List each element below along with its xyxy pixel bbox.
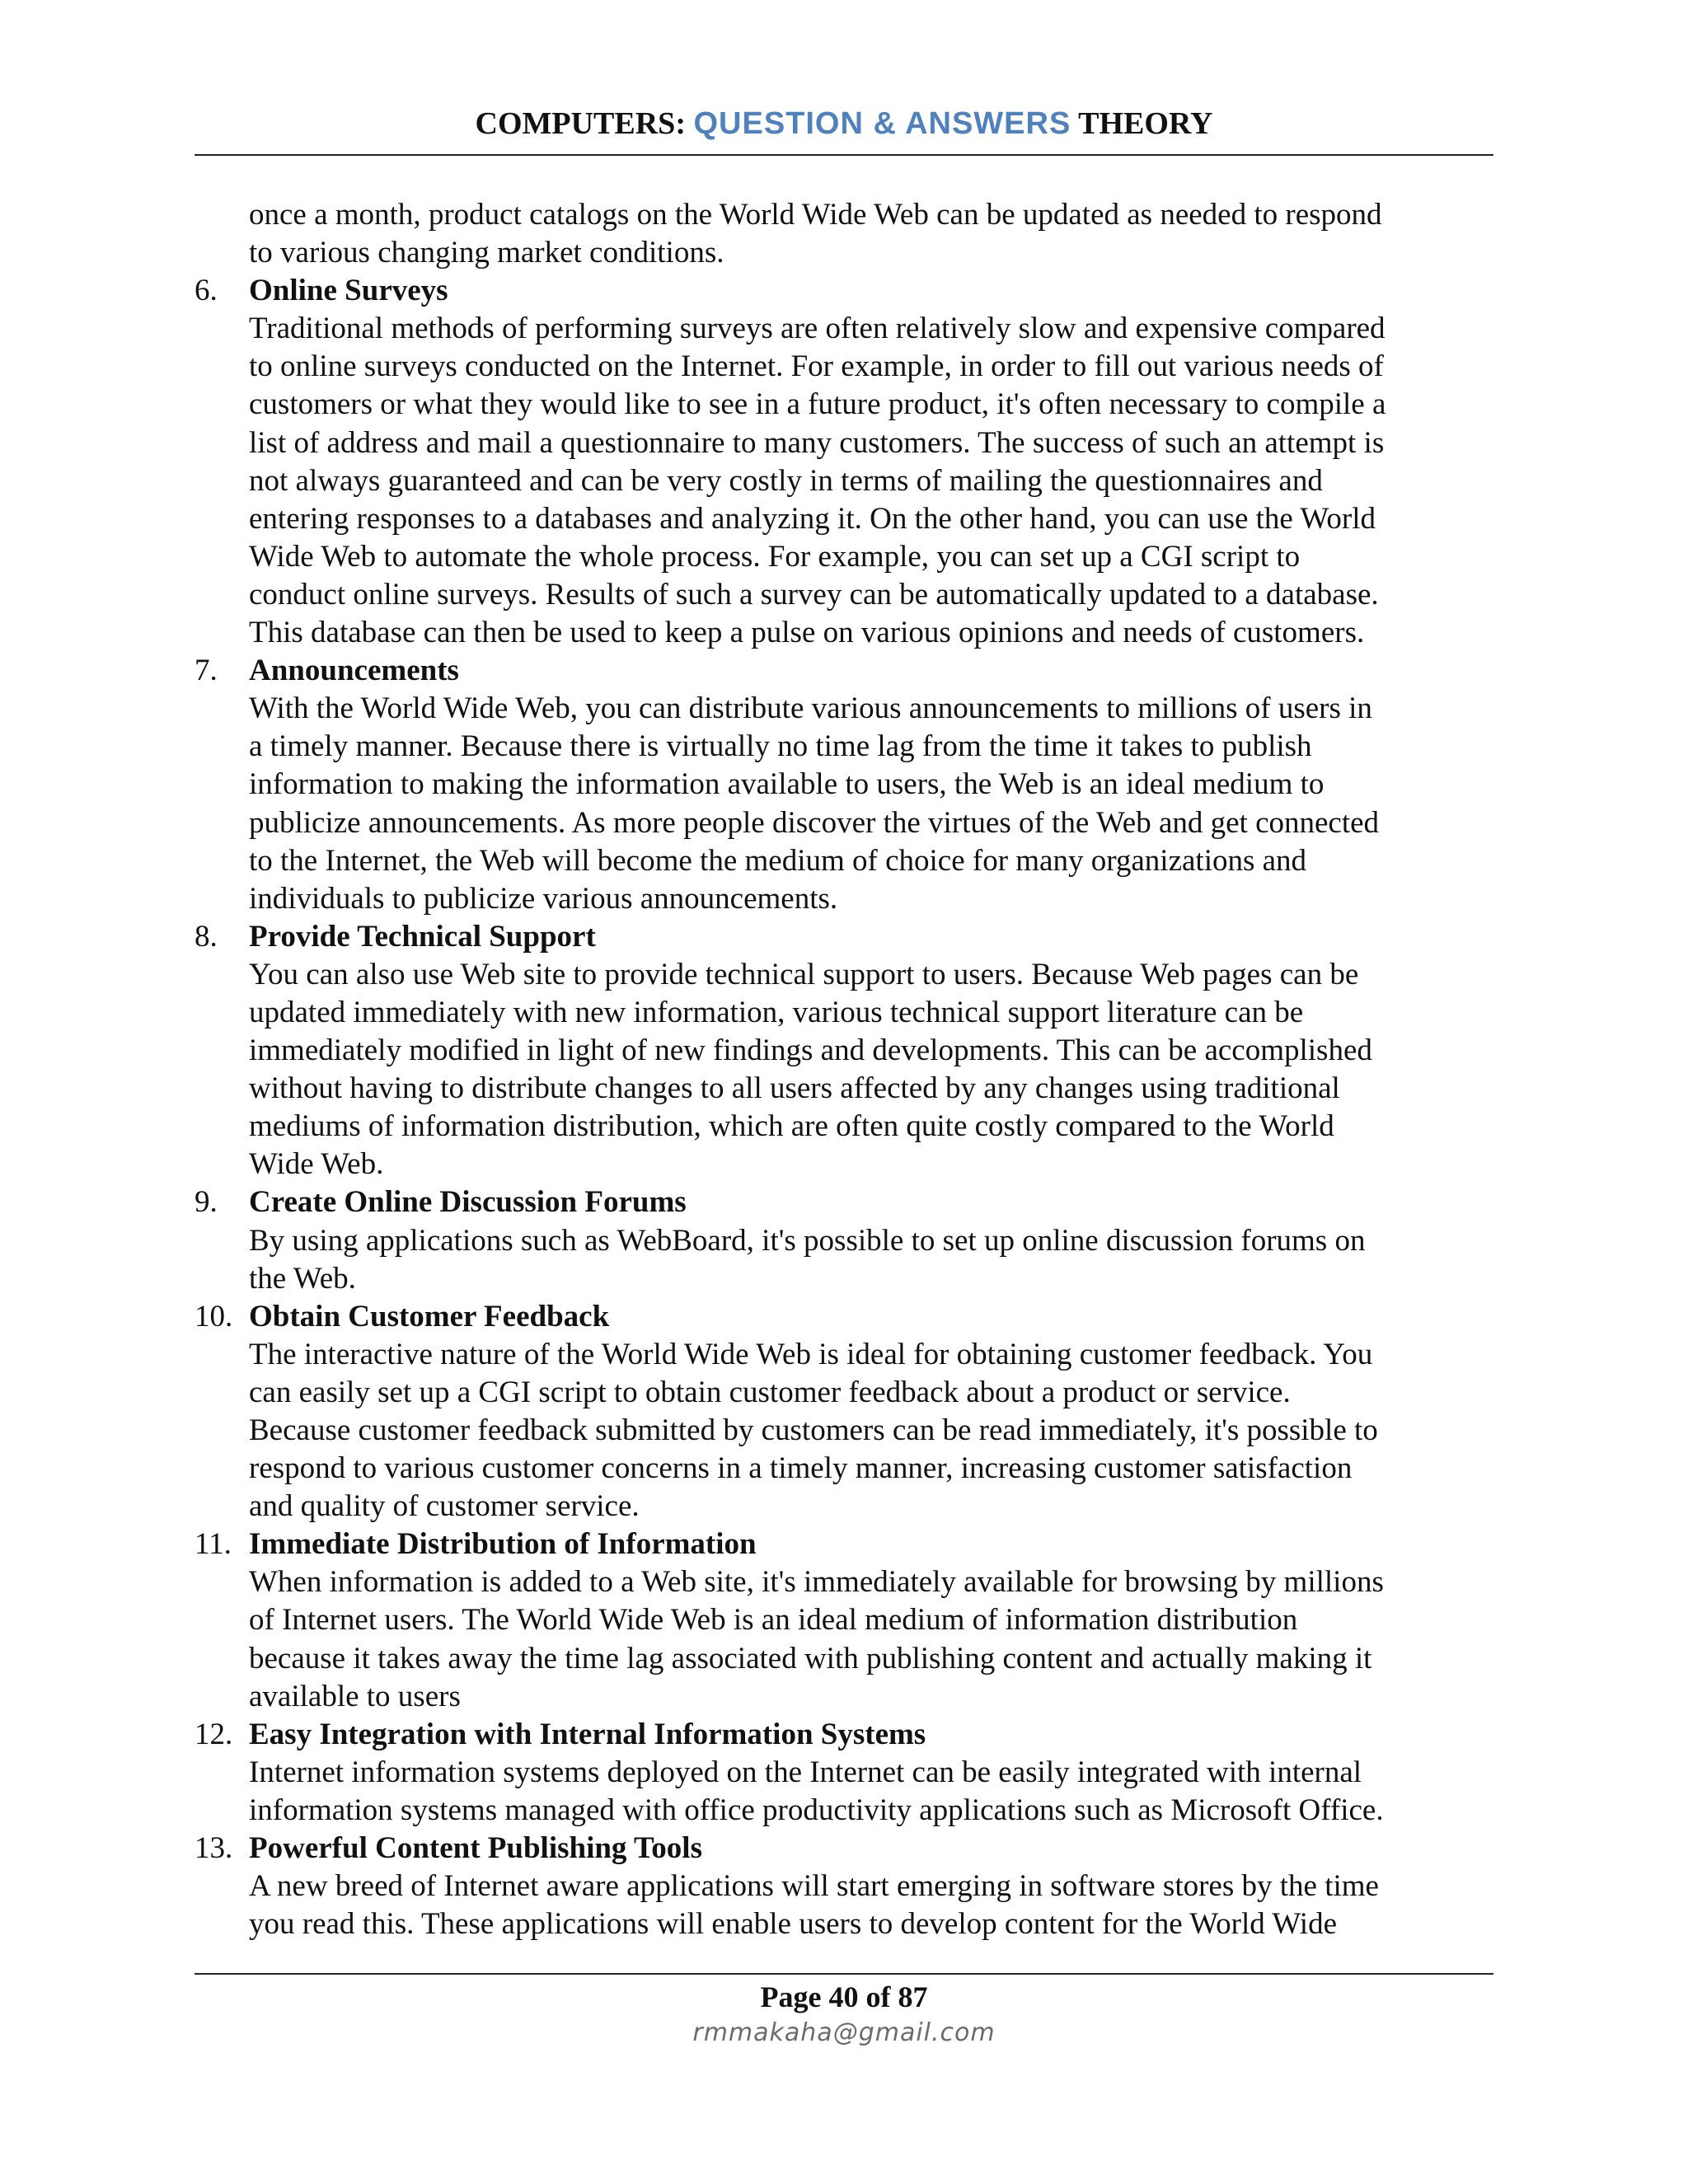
text-line: list of address and mail a questionnaire to many customers. The success of such an attempt is bbox=[249, 425, 1385, 460]
text-line: you read this. These applications will enable users to develop content for the World Wide bbox=[249, 1907, 1338, 1942]
text-line: This database can then be used to keep a pulse on various opinions and needs of customers. bbox=[249, 616, 1365, 650]
text-line: When information is added to a Web site, it's immediately available for browsing by millions bbox=[249, 1565, 1384, 1600]
numbered-list bbox=[195, 272, 1493, 1943]
text-line: once a month, product catalogs on the World Wide Web can be updated as needed to respond bbox=[249, 198, 1382, 232]
list-item-number: 7. bbox=[195, 654, 218, 688]
text-line: mediums of information distribution, which are often quite costly compared to the World bbox=[249, 1109, 1334, 1144]
text-line: You can also use Web site to provide technical support to users. Because Web pages can be bbox=[249, 957, 1359, 991]
text-line: to online surveys conducted on the Internet. For example, in order to fill out various needs of bbox=[249, 349, 1384, 384]
text-line: a timely manner. Because there is virtually no time lag from the time it takes to publish bbox=[249, 729, 1312, 764]
text-line: Because customer feedback submitted by customers can be read immediately, it's possible to bbox=[249, 1413, 1378, 1447]
list-item-number: 6. bbox=[195, 274, 218, 308]
list-item-number: 10. bbox=[195, 1299, 233, 1333]
text-line: respond to various customer concerns in a timely manner, increasing customer satisfaction bbox=[249, 1451, 1353, 1486]
header-colon: : bbox=[675, 106, 694, 141]
text-line: By using applications such as WebBoard, it's possible to set up online discussion forums on bbox=[249, 1223, 1366, 1258]
text-line: can easily set up a CGI script to obtain customer feedback about a product or service. bbox=[249, 1375, 1291, 1409]
text-line: With the World Wide Web, you can distribute various announcements to millions of users in bbox=[249, 691, 1372, 726]
text-line: because it takes away the time lag associated with publishing content and actually making it bbox=[249, 1641, 1372, 1675]
list-item bbox=[195, 1526, 1493, 1715]
list-item-number: 13. bbox=[195, 1831, 233, 1866]
text-line: entering responses to a databases and analyzing it. On the other hand, you can use the World bbox=[249, 501, 1376, 536]
text-line: Traditional methods of performing surveys are often relatively slow and expensive compared bbox=[249, 312, 1386, 346]
list-item-number: 12. bbox=[195, 1717, 233, 1751]
list-item bbox=[195, 1716, 1493, 1830]
list-item bbox=[195, 1298, 1493, 1526]
page-header bbox=[195, 99, 1493, 148]
author-email: rmmakaha@gmail.com bbox=[692, 2018, 996, 2047]
text-line: the Web. bbox=[249, 1261, 356, 1296]
text-line: customers or what they would like to see in a future product, it's often necessary to compile a bbox=[249, 387, 1386, 422]
header-accent: QUESTION & ANSWERS bbox=[693, 106, 1071, 141]
list-item-title: Easy Integration with Internal Information Systems bbox=[249, 1717, 926, 1751]
text-line: immediately modified in light of new findings and developments. This can be accomplished bbox=[249, 1033, 1372, 1068]
text-line: of Internet users. The World Wide Web is an ideal medium of information distribution bbox=[249, 1603, 1298, 1638]
header-theory: THEORY bbox=[1071, 106, 1213, 141]
text-line: updated immediately with new information, various technical support literature can be bbox=[249, 995, 1304, 1029]
list-item bbox=[195, 652, 1493, 918]
list-item-title: Powerful Content Publishing Tools bbox=[249, 1831, 702, 1866]
text-line: conduct online surveys. Results of such a survey can be automatically updated to a database. bbox=[249, 577, 1379, 612]
list-item-title: Online Surveys bbox=[249, 274, 448, 308]
page-body bbox=[195, 196, 1493, 1943]
list-item bbox=[195, 272, 1493, 652]
page-footer bbox=[195, 1976, 1493, 2049]
text-line: and quality of customer service. bbox=[249, 1489, 640, 1524]
list-item bbox=[195, 918, 1493, 1184]
text-line: without having to distribute changes to all users affected by any changes using traditional bbox=[249, 1071, 1340, 1106]
continuation-paragraph bbox=[195, 196, 1493, 272]
list-item-title: Immediate Distribution of Information bbox=[249, 1527, 757, 1562]
list-item bbox=[195, 1183, 1493, 1297]
header-rule bbox=[195, 154, 1493, 156]
text-line: information to making the information available to users, the Web is an ideal medium to bbox=[249, 767, 1325, 802]
header-subject: COMPUTERS bbox=[475, 106, 676, 141]
page-number: Page 40 of 87 bbox=[760, 1980, 928, 2013]
text-line: to various changing market conditions. bbox=[249, 236, 724, 270]
text-line: available to users bbox=[249, 1679, 461, 1713]
text-line: publicize announcements. As more people discover the virtues of the Web and get connected bbox=[249, 805, 1380, 840]
list-item-number: 8. bbox=[195, 919, 218, 954]
text-line: not always guaranteed and can be very costly in terms of mailing the questionnaires and bbox=[249, 463, 1323, 498]
text-line: The interactive nature of the World Wide Web is ideal for obtaining customer feedback. You bbox=[249, 1337, 1373, 1371]
text-line: to the Internet, the Web will become the medium of choice for many organizations and bbox=[249, 843, 1307, 878]
text-line: individuals to publicize various announcements. bbox=[249, 881, 838, 916]
text-line: information systems managed with office productivity applications such as Microsoft Office. bbox=[249, 1793, 1384, 1827]
list-item-title: Obtain Customer Feedback bbox=[249, 1299, 610, 1333]
list-item-title: Provide Technical Support bbox=[249, 919, 596, 954]
list-item-number: 11. bbox=[195, 1527, 232, 1562]
text-line: A new breed of Internet aware applications will start emerging in software stores by the time bbox=[249, 1869, 1379, 1904]
text-line: Wide Web to automate the whole process. For example, you can set up a CGI script to bbox=[249, 539, 1301, 574]
text-line: Wide Web. bbox=[249, 1147, 384, 1182]
list-item-number: 9. bbox=[195, 1185, 218, 1220]
list-item-title: Create Online Discussion Forums bbox=[249, 1185, 687, 1220]
text-line: Internet information systems deployed on the Internet can be easily integrated with internal bbox=[249, 1755, 1362, 1789]
footer-rule bbox=[195, 1973, 1493, 1975]
list-item bbox=[195, 1830, 1493, 1943]
list-item-title: Announcements bbox=[249, 654, 459, 688]
